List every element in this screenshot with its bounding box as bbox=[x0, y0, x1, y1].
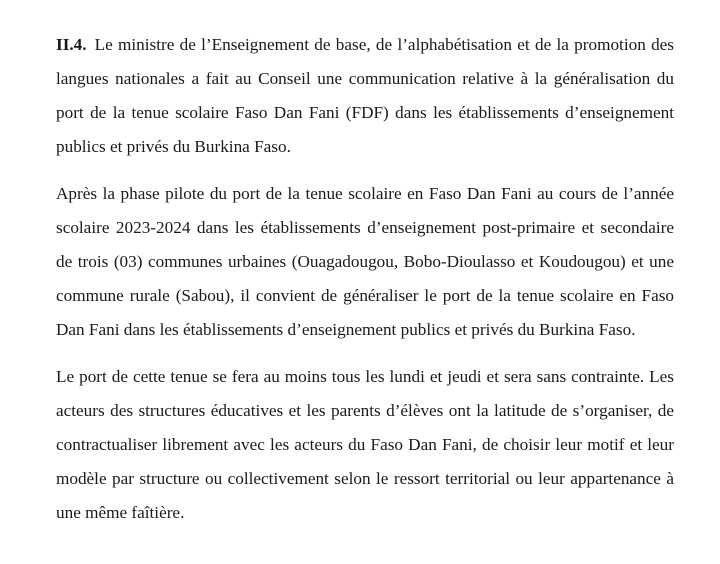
paragraph-communication bbox=[56, 28, 674, 164]
paragraph-text: Après la phase pilote du port de la tenue scolaire en Faso Dan Fani au cours de l’année scolaire 2023-2024 dans les établissements d’enseignement post-primaire et secondaire de trois (03) communes urbaines (Ouagadougou, Bobo-Dioulasso et Koudougou) et une commune rurale (Sabou), il convient de généraliser le port de la tenue scolaire en Faso Dan Fani dans les établissements d’enseignement publics et privés du Burkina Faso. bbox=[56, 184, 674, 339]
section-number: II.4. bbox=[56, 35, 87, 54]
paragraph-text: Le ministre de l’Enseignement de base, de l’alphabétisation et de la promotion des langues nationales a fait au Conseil une communication relative à la généralisation du port de la tenue scolaire Faso Dan Fani (FDF) dans les établissements d’enseignement publics et privés du Burkina Faso. bbox=[56, 35, 674, 156]
paragraph-pilot-phase bbox=[56, 177, 674, 347]
paragraph-text: Le port de cette tenue se fera au moins tous les lundi et jeudi et sera sans contrainte. Les acteurs des structures éducatives et les parents d’élèves ont la latitude de s’organiser, de contractualiser librement avec les acteurs du Faso Dan Fani, de choisir leur motif et leur modèle par structure ou collectivement selon le ressort territorial ou leur appartenance à une même faîtière. bbox=[56, 367, 674, 522]
paragraph-wearing-rules bbox=[56, 360, 674, 530]
